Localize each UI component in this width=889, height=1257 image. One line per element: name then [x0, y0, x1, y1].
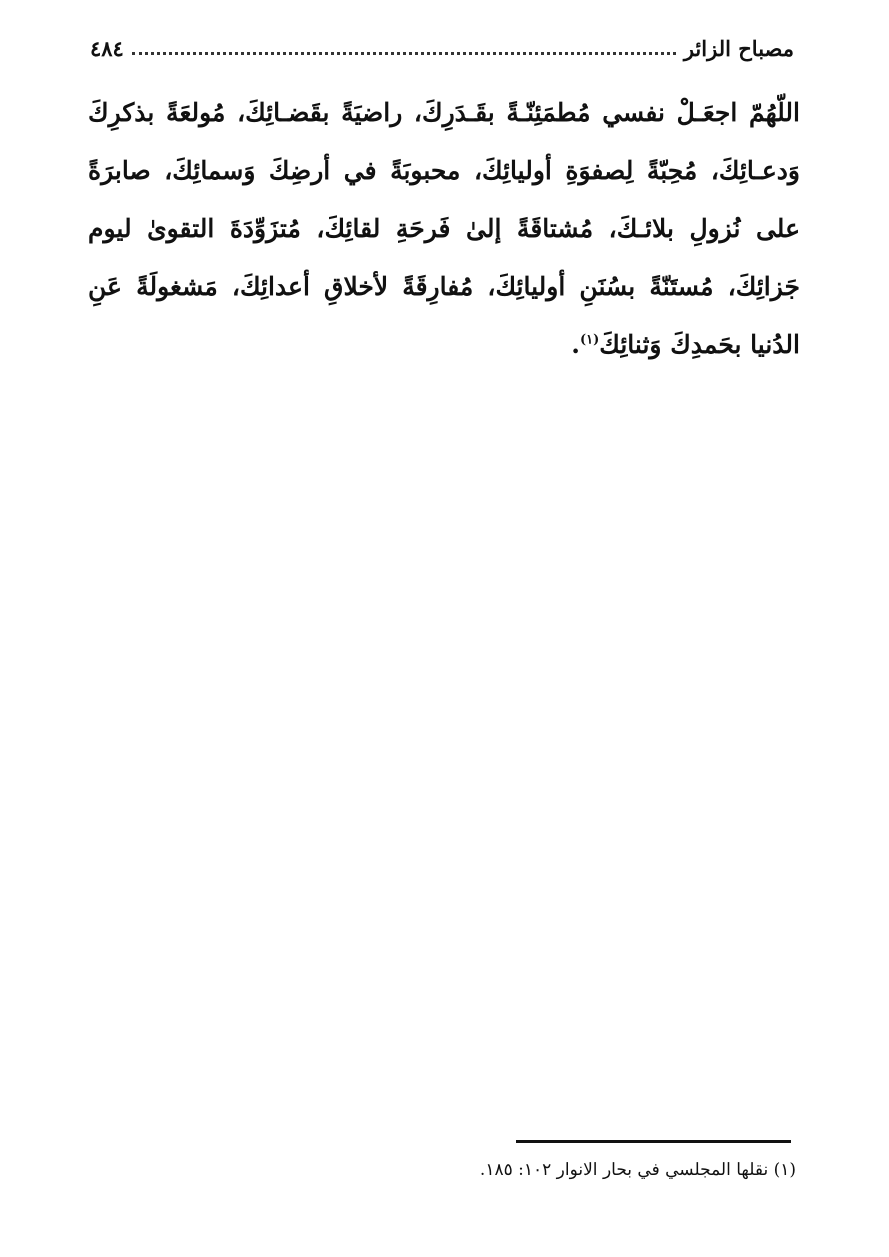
footnote-reference: (١)	[579, 332, 600, 348]
running-header	[90, 30, 794, 66]
header-dot-leader	[132, 52, 676, 55]
paragraph-end-punctuation: .	[571, 330, 580, 359]
supplication-paragraph	[88, 84, 800, 374]
footnote: (١) نقلها المجلسي في بحار الانوار ١٠٢: ١٨٥.	[479, 1160, 796, 1180]
book-title: مصباح الزائر	[683, 35, 794, 61]
page-number: ٤٨٤	[90, 35, 124, 61]
supplication-text: اللّهُمّ اجعَـلْ نفسي مُطمَئِنّـةً بقَـدَرِكَ، راضيَةً بقَضـائِكَ، مُولعَةً بذكرِكَ وَدعـائِكَ، مُحِبّةً لِصفوَةِ أوليائِكَ، محبوبَةً في أرضِكَ وَسمائِكَ، صابرَةً على نُزولِ بلائـكَ، مُشتاقَةً إلىٰ فَرحَةِ لقائِكَ، مُتزَوِّدَةَ التقوىٰ ليوم جَزائِكَ، مُستَنّةً بسُنَنِ أوليائِكَ، مُفارِقَةً لأخلاقِ أعدائِكَ، مَشغولَةً عَنِ الدُنيا بحَمدِكَ وَثنائِكَ	[88, 98, 800, 359]
footnote-separator	[516, 1140, 791, 1143]
